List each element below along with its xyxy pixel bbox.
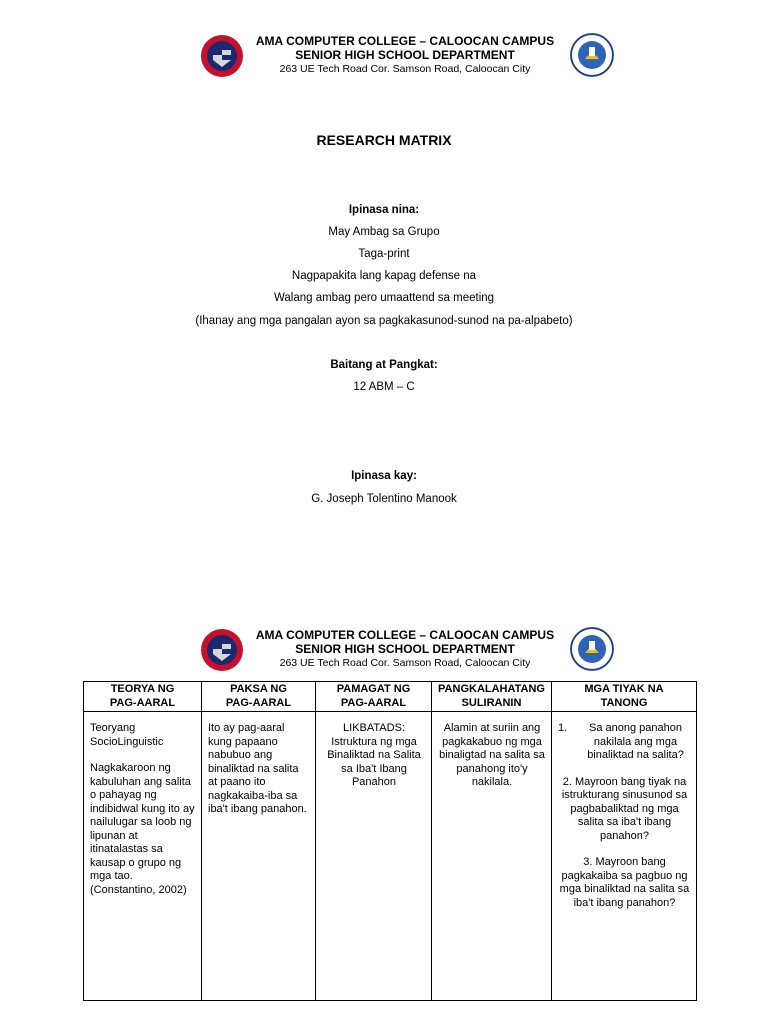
member-name: Nagpapakita lang kapag defense na [291,270,477,282]
general-problem-cell: Alamin at suriin ang pagkakabuo ng mga binaligtad na salita sa panahong ito'y nakilala. [432,712,552,1001]
document-title: RESEARCH MATRIX [316,132,452,148]
school-name: AMA COMPUTER COLLEGE – CALOOCAN CAMPUS [255,34,555,48]
page-header [0,622,768,682]
theory-name: Teoryang SocioLinguistic [90,722,164,748]
submitted-to: G. Joseph Tolentino Manook [311,493,457,505]
school-address: 263 UE Tech Road Cor. Samson Road, Caloocan City [279,63,531,75]
table-row [84,712,697,1001]
header-text [250,628,560,670]
department-name: SENIOR HIGH SCHOOL DEPARTMENT [295,642,515,656]
header-title: PAMAGAT NG PAG-AARAL [316,682,432,712]
page-header [0,28,768,88]
member-name: Walang ambag pero umaattend sa meeting [273,292,495,304]
header-specific-questions: MGA TIYAK NA TANONG [552,682,697,712]
deped-seal-icon [570,627,614,671]
grade-section-label: Baitang at Pangkat: [330,359,438,371]
question-item: 3. Mayroon bang pagkakaiba sa pagbuo ng mga binaliktad na salita sa iba't ibang panahon? [559,856,690,909]
grade-section: 12 ABM – C [353,381,415,393]
department-name: SENIOR HIGH SCHOOL DEPARTMENT [295,48,515,62]
members-note: (Ihanay ang mga pangalan ayon sa pagkakasunod-sunod na pa-alpabeto) [195,315,573,327]
research-matrix-table [83,681,697,1001]
submitted-by-label: Ipinasa nina: [348,204,420,216]
header-text [250,34,560,76]
specific-questions-cell [552,712,697,1001]
school-name: AMA COMPUTER COLLEGE – CALOOCAN CAMPUS [255,628,555,642]
submitted-to-label: Ipinasa kay: [351,470,417,482]
header-topic: PAKSA NG PAG-AARAL [202,682,316,712]
school-address: 263 UE Tech Road Cor. Samson Road, Caloocan City [279,657,531,669]
header-general-problem: PANGKALAHATANG SULIRANIN [432,682,552,712]
ama-seal-icon [200,628,244,672]
question-item: 1. Sa anong panahon nakilala ang mga binaliktad na salita? [558,722,684,761]
topic-cell: Ito ay pag-aaral kung papaano nabubuo ang binaliktad na salita at paano ito nagkakaiba-iba sa iba't ibang panahon. [202,712,316,1001]
question-item: 2. Mayroon bang tiyak na istrukturang sinusunod sa pagbabaliktad ng mga salita sa iba't ibang panahon? [561,775,688,842]
member-name: Taga-print [358,248,410,260]
study-title-cell: LIKBATADS: Istruktura ng mga Binaliktad na Salita sa Iba't Ibang Panahon [316,712,432,1001]
deped-seal-icon [570,33,614,77]
theory-description: Nagkakaroon ng kabuluhan ang salita o pahayag ng indibidwal kung ito ay nailulugar sa loob ng lipunan at itinatalastas sa kausap o grupo ng mga tao. (Constantino, 2002) [90,762,195,896]
theory-cell [84,712,202,1001]
ama-seal-icon [200,34,244,78]
table-header-row [84,682,697,712]
header-theory: TEORYA NG PAG-AARAL [84,682,202,712]
member-name: May Ambag sa Grupo [328,226,440,238]
